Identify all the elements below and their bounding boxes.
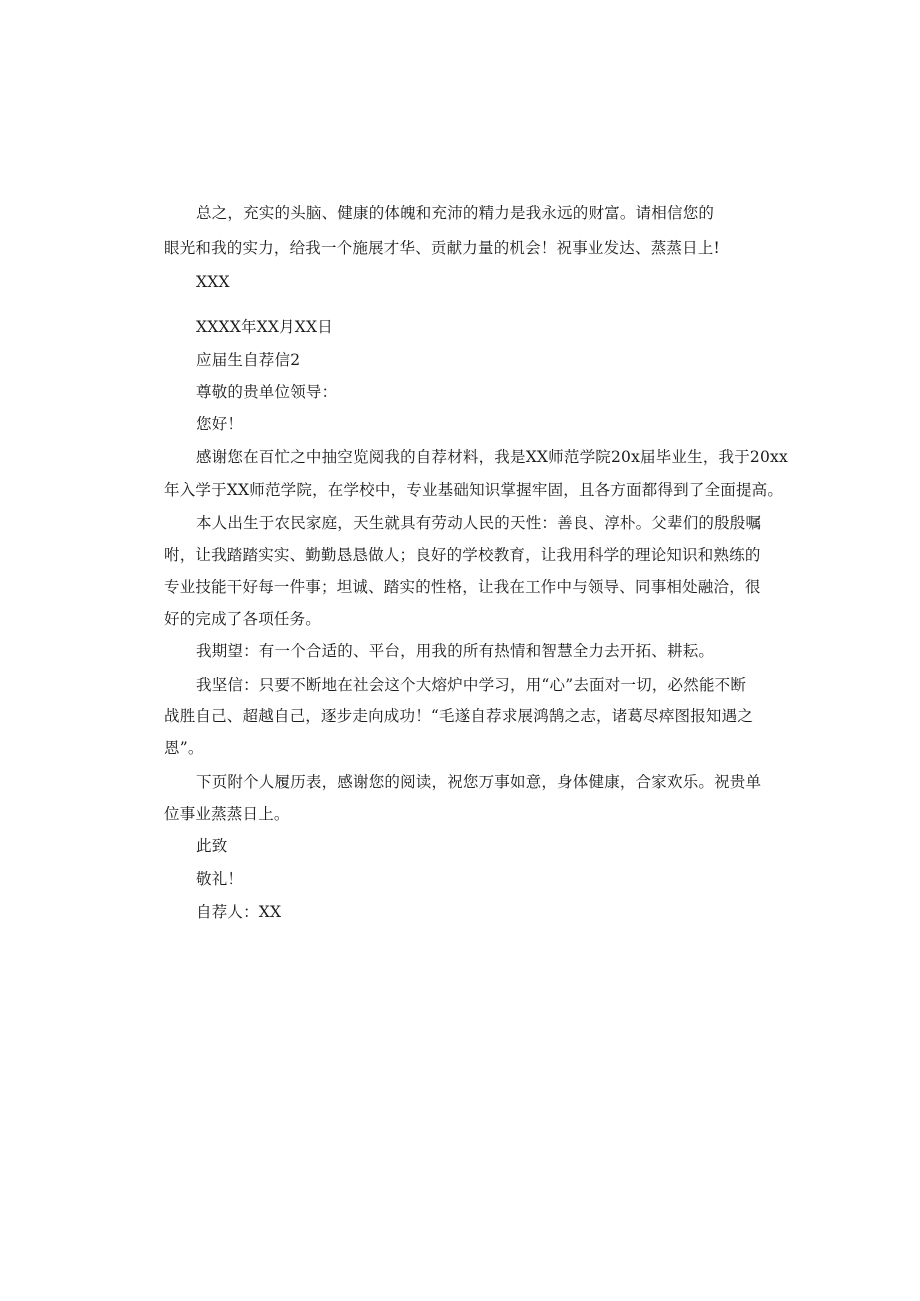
closing-phrase: 此致 — [196, 837, 228, 855]
paragraph-4-line-2: 战胜自己、超越自己，逐步走向成功！“毛遂自荐求展鸿鹄之志，诸葛尽瘁图报知遇之 — [164, 707, 754, 725]
signature-name: XXX — [196, 273, 230, 291]
recommender-signature: 自荐人：XX — [196, 903, 282, 921]
paragraph-2-line-4: 好的完成了各项任务。 — [164, 610, 322, 628]
salutation: 尊敬的贵单位领导： — [196, 383, 338, 401]
paragraph-5-line-1: 下页附个人履历表，感谢您的阅读，祝您万事如意，身体健康，合家欢乐。祝贵单 — [196, 773, 762, 791]
greeting: 您好！ — [196, 415, 244, 433]
paragraph-4-line-3: 恩”。 — [164, 739, 204, 757]
signature-date: XXXX年XX月XX日 — [196, 318, 333, 336]
paragraph-2-line-2: 咐，让我踏踏实实、勤勤恳恳做人；良好的学校教育，让我用科学的理论知识和熟练的 — [164, 546, 761, 564]
paragraph-1-line-2: 年入学于XX师范学院，在学校中，专业基础知识掌握牢固，且各方面都得到了全面提高。 — [164, 481, 784, 499]
paragraph-5-line-2: 位事业蒸蒸日上。 — [164, 805, 290, 823]
closing-paragraph-line-2: 眼光和我的实力，给我一个施展才华、贡献力量的机会！祝事业发达、蒸蒸日上! — [164, 239, 720, 257]
paragraph-1-line-1: 感谢您在百忙之中抽空览阅我的自荐材料，我是XX师范学院20x届毕业生，我于20xx — [196, 448, 788, 466]
closing-regards: 敬礼！ — [196, 870, 244, 888]
paragraph-2-line-1: 本人出生于农民家庭，天生就具有劳动人民的天性：善良、淳朴。父辈们的殷殷嘱 — [196, 514, 762, 532]
paragraph-3-line-1: 我期望：有一个合适的、平台，用我的所有热情和智慧全力去开拓、耕耘。 — [196, 642, 715, 660]
paragraph-4-line-1: 我坚信：只要不断地在社会这个大熔炉中学习，用“心”去面对一切，必然能不断 — [196, 676, 747, 694]
letter-title: 应届生自荐信2 — [196, 351, 301, 369]
paragraph-2-line-3: 专业技能干好每一件事；坦诚、踏实的性格，让我在工作中与领导、同事相处融洽，很 — [164, 578, 761, 596]
closing-paragraph-line-1: 总之，充实的头脑、健康的体魄和充沛的精力是我永远的财富。请相信您的 — [196, 204, 715, 222]
